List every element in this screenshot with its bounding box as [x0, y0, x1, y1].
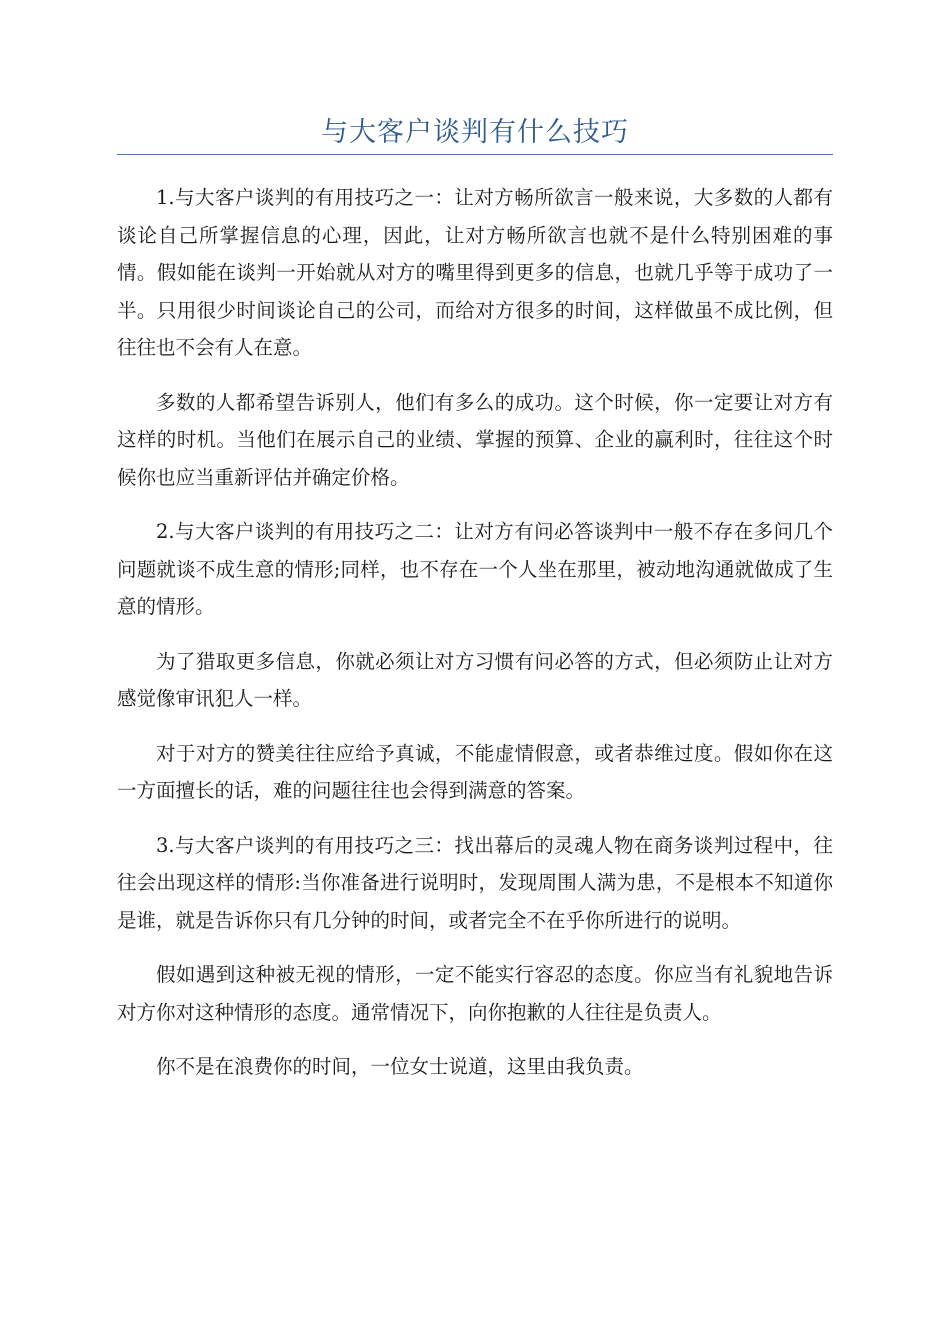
paragraph-8: 你不是在浪费你的时间，一位女士说道，这里由我负责。	[156, 1055, 644, 1078]
document-body	[117, 179, 833, 1086]
paragraph-4: 为了猎取更多信息，你就必须让对方习惯有问必答的方式，但必须防止让对方感觉像审讯犯人一样。	[117, 649, 833, 710]
title-divider	[117, 154, 833, 155]
paragraph-2: 多数的人都希望告诉别人，他们有多么的成功。这个时候，你一定要让对方有这样的时机。当他们在展示自己的业绩、掌握的预算、企业的赢利时，往往这个时候你也应当重新评估并确定价格。	[117, 390, 833, 489]
paragraph-5: 对于对方的赞美往往应给予真诚，不能虚情假意，或者恭维过度。假如你在这一方面擅长的话，难的问题往往也会得到满意的答案。	[117, 741, 833, 802]
paragraph-3: 2.与大客户谈判的有用技巧之二：让对方有问必答谈判中一般不存在多问几个问题就谈不成生意的情形;同样，也不存在一个人坐在那里，被动地沟通就做成了生意的情形。	[117, 520, 833, 618]
paragraph-7: 假如遇到这种被无视的情形，一定不能实行容忍的态度。你应当有礼貌地告诉对方你对这种情形的态度。通常情况下，向你抱歉的人往往是负责人。	[117, 963, 833, 1024]
paragraph-1: 1.与大客户谈判的有用技巧之一：让对方畅所欲言一般来说，大多数的人都有谈论自己所掌握信息的心理，因此，让对方畅所欲言也就不是什么特别困难的事情。假如能在谈判一开始就从对方的嘴里得到更多的信息，也就几乎等于成功了一半。只用很少时间谈论自己的公司，而给对方很多的时间，这样做虽不成比例，但往往也不会有人在意。	[117, 186, 833, 359]
document-title: 与大客户谈判有什么技巧	[321, 117, 629, 148]
paragraph-6: 3.与大客户谈判的有用技巧之三：找出幕后的灵魂人物在商务谈判过程中，往往会出现这样的情形:当你准备进行说明时，发现周围人满为患，不是根本不知道你是谁，就是告诉你只有几分钟的时间，或者完全不在乎你所进行的说明。	[117, 833, 833, 932]
document-page	[117, 0, 833, 1103]
